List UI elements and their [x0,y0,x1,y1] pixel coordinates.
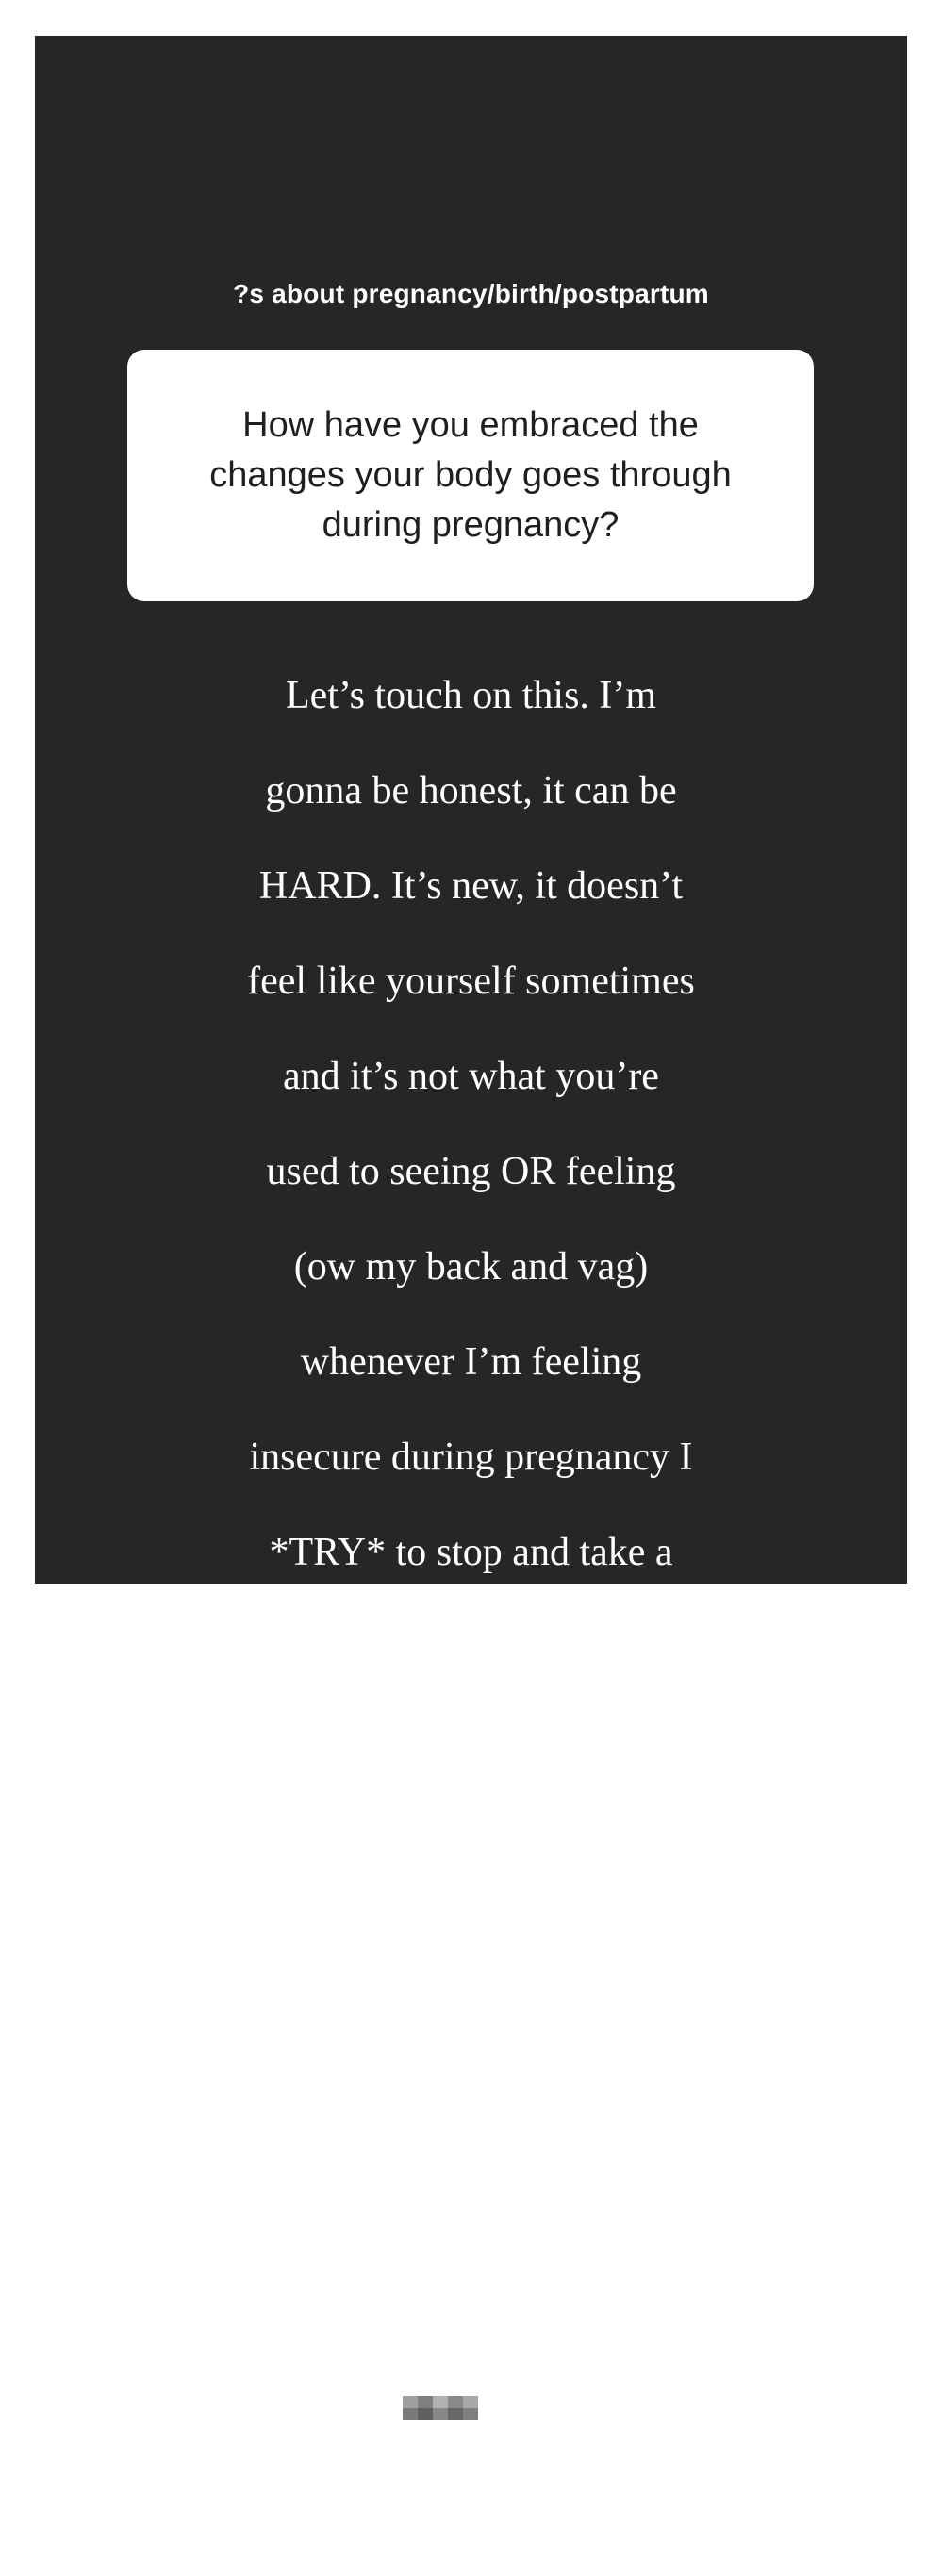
answer-line: whenever I’m feeling [300,1339,642,1384]
answer-line: grateful to my body for [286,1720,656,1764]
answer-line: used to seeing OR feeling [266,1149,676,1193]
answer-line: feel like yourself sometimes [247,959,695,1003]
answer-line: *TRY* to stop and take a [269,1530,673,1574]
answer-text-fragment: this belly is [484,2387,668,2431]
question-sticker-prompt: ?s about pregnancy/birth/postpartum [233,279,709,308]
answer-line: HARD. It’s new, it doesn’t [258,863,684,908]
answer-line: insecure during pregnancy I [249,1435,693,1479]
answer-line-censored [176,2386,766,2434]
pixelated-censor-icon [403,2396,478,2420]
answer-line: minute to remember to be [266,1625,676,1669]
answer-line: and it’s not what you’re [283,1054,659,1098]
answer-line: my moments of crying or [270,2101,672,2145]
story-panel [35,36,907,2526]
answer-line: Let’s touch on this. I’m [285,673,657,717]
answer-line: gonna be honest, it can be [265,768,677,812]
question-text: How have you embraced the changes your body goes through during pregnancy? [209,405,732,545]
answer-line: looking at myself being like [248,2196,694,2240]
answer-text [176,624,766,2576]
answer-line: (ow my back and vag) [293,1244,649,1288]
answer-line: me. That’s an incredible [279,1911,663,1955]
answer-line: huge [432,2482,510,2526]
answer-line: thing! But I 1000% have [274,2006,668,2050]
answer-line: WOAH THESE BOOBS. [267,2291,675,2336]
answer-text-fragment: Or holy [274,2387,398,2431]
question-card [127,350,814,601]
answer-line: creating LIFE. 4 times for [264,1815,678,1860]
